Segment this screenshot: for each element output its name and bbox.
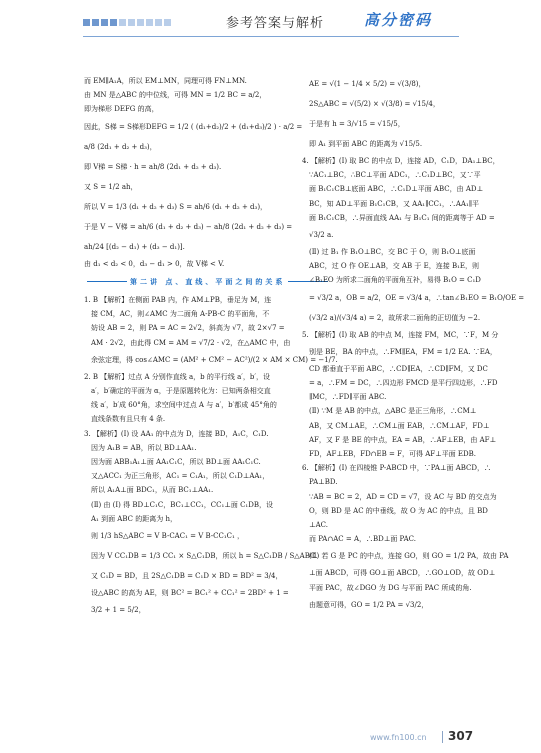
answer-line: √3/2 a. xyxy=(309,231,334,240)
text-line: 2S△ABC = √(5/2) × √(3/8) = √15/4， xyxy=(309,100,440,108)
answer-line: 直线条数有且只有 4 条. xyxy=(91,415,166,424)
brand-logo: 高分密码 xyxy=(364,11,433,29)
header-decoration-dots xyxy=(83,19,171,26)
answer-line: FD，AF⊥EB，FD∩EB = F，可得 AF⊥平面 EDB. xyxy=(309,450,477,459)
answer-line: 妨设 AB = 2，则 PA = AC = 2√2，斜高为 √7，故 2×√7 = xyxy=(91,324,285,333)
answer-line: (Ⅱ) 过 B₁ 作 B₁O⊥BC，交 BC 于 O，则 B₁O⊥底面 xyxy=(309,248,476,257)
answer-line: AF，又 F 是 BE 的中点，EA = AB，∴AF⊥EB，由 AF⊥ xyxy=(309,435,497,444)
right-column xyxy=(302,74,525,615)
text-line: 所以 V = 1/3 (d₁ + d₂ + d₃) S = ah/6 (d₁ + d₂ + d₃)， xyxy=(84,202,268,211)
answer-line: 3. 【解析】(Ⅰ) 设 AA₁ 的中点为 D，连接 BD，A₁C，C₁D. xyxy=(84,429,269,438)
answer-line: 因为 V CC₁DB = 1/3 CC₁ × S△C₁DB，所以 h = S△C₁DB / S△ABC. xyxy=(91,552,318,561)
answer-line: ∠B₁EO 为所求二面角的平面角互补，易得 B₁O = C₁D xyxy=(309,276,481,285)
text-line: 而 EM∥A₁A，所以 EM⊥MN，同理可得 FN⊥MN. xyxy=(84,77,247,85)
footer-divider xyxy=(442,731,443,743)
answer-line: 2. B 【解析】过点 A 分别作直线 a，b 的平行线 a′，b′，设 xyxy=(84,372,270,381)
answer-line: 所以 A₁A⊥面 BDC₁，从而 BC₁⊥AA₁. xyxy=(91,486,214,495)
answer-line: 平面 PAC，故∠DGO 为 DG 与平面 PAC 所成的角. xyxy=(309,583,472,592)
answer-line: 接 CM，AC，则∠AMC 为二面角 A-PB-C 的平面角，不 xyxy=(91,310,270,319)
text-line: AE = √(1 − 1/4 × 5/2) = √(3/8)， xyxy=(309,80,426,88)
text-line: a/8 (2d₁ + d₂ + d₃)， xyxy=(84,142,157,151)
answer-line: O，则 BD 是 AC 的中垂线，故 O 为 AC 的中点，且 BD xyxy=(309,506,488,515)
text-line: 即 V梯 = S梯 · h = ah/8 (2d₁ + d₂ + d₃). xyxy=(84,162,222,171)
answer-line: A₁ 到面 ABC 的距离为 h， xyxy=(91,514,177,523)
answer-line: 又△ACC₁ 为正三角形，AC₁ = C₁A₁，所以 C₁D⊥AA₁， xyxy=(91,472,270,481)
text-line: 又 S = 1/2 ah， xyxy=(84,182,138,191)
page-footer xyxy=(370,729,480,745)
answer-line: 4. 【解析】(Ⅰ) 取 BC 的中点 D，连接 AD，C₁D，DA₁⊥BC， xyxy=(302,157,500,165)
text-line: 由 MN 是△ABC 的中位线，可得 MN = 1/2 BC = a/2， xyxy=(84,91,267,100)
answer-line: 别是 BE，BA 的中点，∴FM∥EA，FM = 1/2 EA. ∵EA， xyxy=(309,347,497,356)
answer-line: 则 1/3 hS△ABC = V B-CAC₁ = V B-CC₁C₁ ， xyxy=(91,532,245,541)
footer-url: www.fn100.cn xyxy=(370,733,427,742)
page-number: 307 xyxy=(448,729,474,743)
answer-line: 面 B₁C₁CB，∴异面直线 AA₁ 与 B₁C₁ 间的距离等于 AD = xyxy=(309,213,495,222)
answer-line: 由题意可得，GO = 1/2 PA = √3/2， xyxy=(309,600,429,609)
answer-line: ABC，过 O 作 OE⊥AB，交 AB 于 E，连接 B₁E，则 xyxy=(309,262,479,271)
answer-line: (√3/2 a)/(√3/4 a) = 2，故所求二面角的正切值为 −2. xyxy=(309,313,481,322)
text-line: 由 d₁ < d₂ < 0，d₃ − d₁ > 0，故 V梯 < V. xyxy=(84,259,225,268)
answer-line: (Ⅱ) 由 (Ⅰ) 得 BD⊥C₁C，BC₁⊥CC₁，CC₁⊥面 C₁DB，设 xyxy=(91,500,273,509)
answer-line: 而 PA∩AC = A，∴BD⊥面 PAC. xyxy=(309,535,417,544)
page-header xyxy=(0,0,541,40)
answer-line: (Ⅱ) ∵M 是 AB 的中点，△ABC 是正三角形，∴CM⊥ xyxy=(309,407,477,416)
answer-line: ⊥面 ABCD，可得 GO⊥面 ABCD，∴GO⊥OD，故 OD⊥ xyxy=(309,569,496,578)
answer-line: 3/2 + 1 = 5/2， xyxy=(91,606,146,615)
answer-line: 余弦定理，得 cos∠AMC = (AM² + CM² − AC²)/(2 × AM × CM) = −1/7. xyxy=(91,355,338,364)
text-line: 于是有 h = 3/√15 = √15/5， xyxy=(309,120,405,128)
answer-line: 面 B₁C₁CB⊥底面 ABC，∴C₁D⊥平面 ABC，由 AD⊥ xyxy=(309,185,484,194)
answer-line: AB，又 CM⊥AE，∴CM⊥面 EAB，∴CM⊥AF，FD⊥ xyxy=(309,421,490,430)
answer-line: 线 a′，b′成 60°角，求空间中过点 A 与 a′，b′都成 45°角的 xyxy=(91,401,277,410)
text-line: ah/24 [(d₂ − d₁) + (d₃ − d₁)]. xyxy=(84,242,185,251)
text-line: 于是 V − V梯 = ah/6 (d₁ + d₂ + d₃) − ah/8 (2d₁ + d₂ + d₃) = xyxy=(84,222,293,231)
answer-line: (Ⅱ) 若 G 是 PC 的中点，连接 GO，则 GO = 1/2 PA，故由 PA xyxy=(309,552,509,561)
text-line: 即为梯形 DEFG 的高， xyxy=(84,105,159,114)
answer-line: ∵AC₁⊥BC，∴BC⊥平面 ADC₁，∴C₁D⊥BC，又∵平 xyxy=(309,171,481,180)
answer-line: ⊥AC. xyxy=(309,521,328,530)
answer-line: 1. B 【解析】在侧面 PAB 内，作 AM⊥PB，垂足为 M，连 xyxy=(84,296,272,305)
answer-line: = a，∴FM = DC，∴四边形 FMCD 是平行四边形，∴FD xyxy=(309,379,498,388)
answer-line: ∥MC，∴FD∥平面 ABC. xyxy=(309,393,387,402)
text-line: 即 A₁ 到平面 ABC 的距离为 √15/5. xyxy=(309,140,423,148)
answer-line: 5. 【解析】(Ⅰ) 取 AB 的中点 M，连接 FM，MC，∵F，M 分 xyxy=(302,330,499,339)
answer-line: 又 C₁D = BD，且 2S△C₁DB = C₁D × BD = BD² = 3/4， xyxy=(91,572,283,581)
answer-line: BC，知 AD⊥平面 B₁C₁CB，又 AA₁∥CC₁，∴AA₁∥平 xyxy=(309,199,479,208)
answer-line: 6. 【解析】(Ⅰ) 在四棱锥 P-ABCD 中，∵PA⊥面 ABCD，∴ xyxy=(302,464,492,473)
answer-line: 因为面 ABB₁A₁⊥面 AA₁C₁C，所以 BD⊥面 AA₁C₁C. xyxy=(91,458,261,467)
answer-line: = √3/2 a，OB = a/2，OE = √3/4 a，∴tan∠B₁EO = B₁O/OE = xyxy=(309,293,525,302)
header-rule xyxy=(83,36,459,37)
answer-line: ∵AB = BC = 2，AD = CD = √7，设 AC 与 BD 的交点为 xyxy=(309,492,497,501)
section-title-text: 第二讲 点、直线、平面之间的关系 xyxy=(130,276,286,286)
section-title xyxy=(84,275,284,289)
answer-line: PA⊥BD. xyxy=(309,478,338,487)
answer-line: 设△ABC 的高为 AE，则 BC² = BC₁² + CC₁² = 2BD² + 1 = xyxy=(91,589,289,598)
header-title: 参考答案与解析 xyxy=(225,16,324,31)
answer-line: 因为 A₁B = AB，所以 BD⊥AA₁. xyxy=(91,443,197,452)
answer-line: AM · 2√2，由此得 CM = AM = √7/2 · √2，在△AMC 中，由 xyxy=(91,338,291,347)
answer-line: a′，b′确定的平面为 α，于是原题转化为：已知两条相交直 xyxy=(91,387,271,396)
text-line: 因此，S梯 = S梯形DEFG = 1/2 ( (d₁+d₂)/2 + (d₁+d₃)/2 ) · a/2 = xyxy=(84,122,303,131)
answer-line: CD 都垂直于平面 ABC，∴CD∥EA，∴CD∥FM，又 DC xyxy=(309,364,488,373)
